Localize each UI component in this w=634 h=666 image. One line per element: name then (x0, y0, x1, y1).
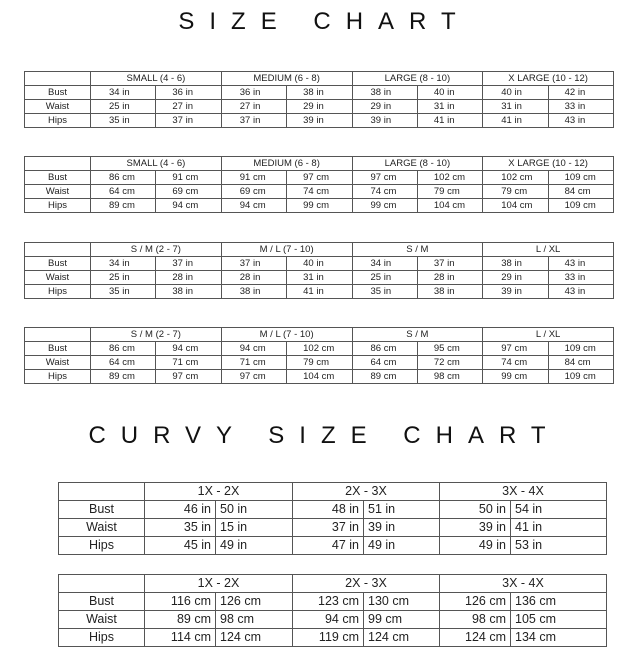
value-cell: 35 in (352, 285, 417, 299)
corner-cell (25, 328, 91, 342)
row-label: Bust (25, 257, 91, 271)
value-cell: 89 cm (145, 611, 216, 629)
table-row (25, 171, 614, 185)
value-cell: 40 in (287, 257, 352, 271)
size-header: M / L (7 - 10) (221, 243, 352, 257)
value-cell: 49 in (216, 537, 293, 555)
size-header: M / L (7 - 10) (221, 328, 352, 342)
value-cell: 49 in (364, 537, 440, 555)
value-cell: 79 cm (417, 185, 482, 199)
value-cell: 124 cm (216, 629, 293, 647)
row-label: Waist (25, 185, 91, 199)
size-header: LARGE (8 - 10) (352, 72, 483, 86)
size-table-in-2 (24, 242, 614, 299)
value-cell: 29 in (352, 100, 417, 114)
value-cell: 74 cm (352, 185, 417, 199)
row-label: Waist (59, 519, 145, 537)
value-cell: 69 cm (156, 185, 221, 199)
value-cell: 104 cm (287, 370, 352, 384)
value-cell: 28 in (221, 271, 286, 285)
corner-cell (25, 243, 91, 257)
value-cell: 33 in (548, 271, 613, 285)
value-cell: 97 cm (221, 370, 286, 384)
size-header: S / M (2 - 7) (91, 328, 222, 342)
value-cell: 99 cm (287, 199, 352, 213)
value-cell: 91 cm (156, 171, 221, 185)
value-cell: 109 cm (548, 370, 613, 384)
size-header: MEDIUM (6 - 8) (221, 72, 352, 86)
value-cell: 114 cm (145, 629, 216, 647)
row-label: Hips (59, 537, 145, 555)
value-cell: 36 in (156, 86, 221, 100)
value-cell: 38 in (287, 86, 352, 100)
value-cell: 43 in (548, 285, 613, 299)
value-cell: 27 in (221, 100, 286, 114)
value-cell: 104 cm (417, 199, 482, 213)
size-table-in-1 (24, 71, 614, 128)
value-cell: 98 cm (417, 370, 482, 384)
value-cell: 37 in (156, 114, 221, 128)
value-cell: 39 in (352, 114, 417, 128)
value-cell: 91 cm (221, 171, 286, 185)
value-cell: 41 in (483, 114, 548, 128)
value-cell: 105 cm (511, 611, 607, 629)
value-cell: 102 cm (483, 171, 548, 185)
row-label: Bust (59, 593, 145, 611)
value-cell: 39 in (440, 519, 511, 537)
value-cell: 86 cm (91, 171, 156, 185)
value-cell: 71 cm (156, 356, 221, 370)
value-cell: 54 in (511, 501, 607, 519)
value-cell: 41 in (287, 285, 352, 299)
row-label: Bust (25, 171, 91, 185)
value-cell: 119 cm (293, 629, 364, 647)
value-cell: 50 in (440, 501, 511, 519)
row-label: Bust (59, 501, 145, 519)
value-cell: 109 cm (548, 199, 613, 213)
header-row (25, 328, 614, 342)
value-cell: 95 cm (417, 342, 482, 356)
header-row (59, 575, 607, 593)
value-cell: 134 cm (511, 629, 607, 647)
value-cell: 94 cm (156, 199, 221, 213)
value-cell: 38 in (221, 285, 286, 299)
row-label: Hips (25, 285, 91, 299)
size-header: 2X - 3X (293, 575, 440, 593)
value-cell: 79 cm (287, 356, 352, 370)
value-cell: 126 cm (440, 593, 511, 611)
value-cell: 25 in (91, 100, 156, 114)
size-header: 2X - 3X (293, 483, 440, 501)
row-label: Bust (25, 342, 91, 356)
value-cell: 98 cm (440, 611, 511, 629)
value-cell: 38 in (483, 257, 548, 271)
value-cell: 45 in (145, 537, 216, 555)
value-cell: 102 cm (287, 342, 352, 356)
header-row (25, 72, 614, 86)
value-cell: 53 in (511, 537, 607, 555)
corner-cell (25, 157, 91, 171)
value-cell: 33 in (548, 100, 613, 114)
value-cell: 109 cm (548, 171, 613, 185)
value-cell: 104 cm (483, 199, 548, 213)
value-cell: 99 cm (483, 370, 548, 384)
value-cell: 43 in (548, 114, 613, 128)
header-row (25, 243, 614, 257)
value-cell: 98 cm (216, 611, 293, 629)
value-cell: 74 cm (287, 185, 352, 199)
curvy-size-chart-title: CURVY SIZE CHART (88, 422, 561, 449)
value-cell: 28 in (417, 271, 482, 285)
value-cell: 97 cm (287, 171, 352, 185)
value-cell: 123 cm (293, 593, 364, 611)
value-cell: 27 in (156, 100, 221, 114)
value-cell: 35 in (145, 519, 216, 537)
value-cell: 72 cm (417, 356, 482, 370)
value-cell: 29 in (287, 100, 352, 114)
value-cell: 89 cm (352, 370, 417, 384)
table-row (25, 257, 614, 271)
corner-cell (59, 483, 145, 501)
table-row (59, 519, 607, 537)
value-cell: 15 in (216, 519, 293, 537)
row-label: Hips (25, 199, 91, 213)
value-cell: 51 in (364, 501, 440, 519)
value-cell: 48 in (293, 501, 364, 519)
header-row (25, 157, 614, 171)
value-cell: 97 cm (352, 171, 417, 185)
value-cell: 84 cm (548, 185, 613, 199)
value-cell: 86 cm (352, 342, 417, 356)
value-cell: 31 in (287, 271, 352, 285)
value-cell: 34 in (91, 86, 156, 100)
table-row (25, 370, 614, 384)
size-header: S / M (352, 328, 483, 342)
size-header: L / XL (483, 243, 614, 257)
value-cell: 49 in (440, 537, 511, 555)
size-header: 1X - 2X (145, 483, 293, 501)
value-cell: 29 in (483, 271, 548, 285)
table-row (59, 629, 607, 647)
size-header: 3X - 4X (440, 483, 607, 501)
value-cell: 50 in (216, 501, 293, 519)
curvy-table-in (58, 482, 607, 555)
value-cell: 40 in (417, 86, 482, 100)
value-cell: 74 cm (483, 356, 548, 370)
size-header: L / XL (483, 328, 614, 342)
value-cell: 38 in (156, 285, 221, 299)
corner-cell (59, 575, 145, 593)
table-row (59, 611, 607, 629)
table-row (25, 342, 614, 356)
value-cell: 36 in (221, 86, 286, 100)
value-cell: 89 cm (91, 199, 156, 213)
value-cell: 38 in (417, 285, 482, 299)
value-cell: 41 in (417, 114, 482, 128)
value-cell: 41 in (511, 519, 607, 537)
value-cell: 94 cm (293, 611, 364, 629)
value-cell: 69 cm (221, 185, 286, 199)
size-table-cm-1 (24, 156, 614, 213)
curvy-table-cm (58, 574, 607, 647)
value-cell: 39 in (483, 285, 548, 299)
value-cell: 64 cm (352, 356, 417, 370)
row-label: Waist (25, 271, 91, 285)
header-row (59, 483, 607, 501)
value-cell: 34 in (352, 257, 417, 271)
value-cell: 47 in (293, 537, 364, 555)
row-label: Hips (25, 370, 91, 384)
size-header: 1X - 2X (145, 575, 293, 593)
corner-cell (25, 72, 91, 86)
size-table-cm-2 (24, 327, 614, 384)
value-cell: 31 in (483, 100, 548, 114)
value-cell: 99 cm (352, 199, 417, 213)
row-label: Waist (25, 100, 91, 114)
value-cell: 25 in (91, 271, 156, 285)
value-cell: 35 in (91, 285, 156, 299)
value-cell: 37 in (221, 114, 286, 128)
row-label: Hips (59, 629, 145, 647)
value-cell: 116 cm (145, 593, 216, 611)
size-header: S / M (2 - 7) (91, 243, 222, 257)
value-cell: 25 in (352, 271, 417, 285)
size-chart-title: SIZE CHART (178, 8, 471, 35)
value-cell: 31 in (417, 100, 482, 114)
value-cell: 35 in (91, 114, 156, 128)
value-cell: 126 cm (216, 593, 293, 611)
table-row (59, 537, 607, 555)
value-cell: 34 in (91, 257, 156, 271)
table-row (59, 593, 607, 611)
value-cell: 136 cm (511, 593, 607, 611)
value-cell: 43 in (548, 257, 613, 271)
value-cell: 94 cm (156, 342, 221, 356)
value-cell: 94 cm (221, 199, 286, 213)
value-cell: 37 in (293, 519, 364, 537)
table-row (59, 501, 607, 519)
row-label: Waist (25, 356, 91, 370)
value-cell: 89 cm (91, 370, 156, 384)
value-cell: 40 in (483, 86, 548, 100)
table-row (25, 185, 614, 199)
table-row (25, 285, 614, 299)
value-cell: 64 cm (91, 185, 156, 199)
row-label: Bust (25, 86, 91, 100)
value-cell: 86 cm (91, 342, 156, 356)
value-cell: 64 cm (91, 356, 156, 370)
value-cell: 124 cm (440, 629, 511, 647)
table-row (25, 100, 614, 114)
value-cell: 102 cm (417, 171, 482, 185)
table-row (25, 86, 614, 100)
table-row (25, 271, 614, 285)
size-header: S / M (352, 243, 483, 257)
value-cell: 94 cm (221, 342, 286, 356)
value-cell: 37 in (156, 257, 221, 271)
value-cell: 46 in (145, 501, 216, 519)
size-header: X LARGE (10 - 12) (483, 72, 614, 86)
value-cell: 42 in (548, 86, 613, 100)
value-cell: 97 cm (156, 370, 221, 384)
value-cell: 84 cm (548, 356, 613, 370)
value-cell: 37 in (221, 257, 286, 271)
value-cell: 109 cm (548, 342, 613, 356)
value-cell: 130 cm (364, 593, 440, 611)
value-cell: 39 in (364, 519, 440, 537)
table-row (25, 114, 614, 128)
value-cell: 71 cm (221, 356, 286, 370)
value-cell: 37 in (417, 257, 482, 271)
row-label: Waist (59, 611, 145, 629)
table-row (25, 356, 614, 370)
size-header: MEDIUM (6 - 8) (221, 157, 352, 171)
value-cell: 28 in (156, 271, 221, 285)
size-header: SMALL (4 - 6) (91, 157, 222, 171)
value-cell: 79 cm (483, 185, 548, 199)
value-cell: 99 cm (364, 611, 440, 629)
value-cell: 39 in (287, 114, 352, 128)
row-label: Hips (25, 114, 91, 128)
size-header: 3X - 4X (440, 575, 607, 593)
value-cell: 38 in (352, 86, 417, 100)
value-cell: 97 cm (483, 342, 548, 356)
table-row (25, 199, 614, 213)
size-header: X LARGE (10 - 12) (483, 157, 614, 171)
value-cell: 124 cm (364, 629, 440, 647)
size-header: SMALL (4 - 6) (91, 72, 222, 86)
size-header: LARGE (8 - 10) (352, 157, 483, 171)
